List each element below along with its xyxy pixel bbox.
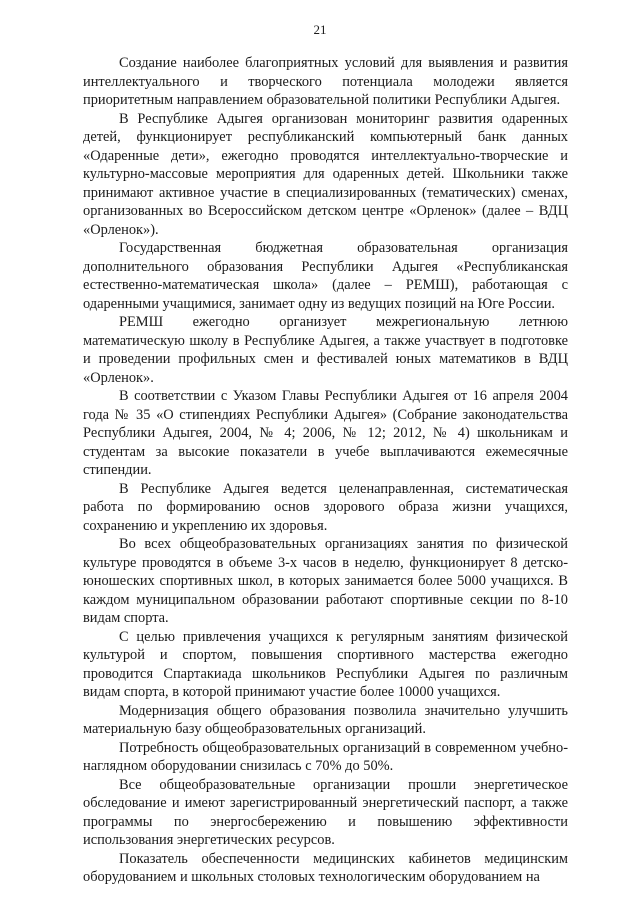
paragraph: РЕМШ ежегодно организует межрегиональную летнюю математическую школу в Республике Адыгея, а также участвует в подготовке и проведении профильных смен и фестивалей юных математиков в ВДЦ «Орленок». [83,314,568,386]
paragraph: Государственная бюджетная образовательная организация дополнительного образования Республики Адыгея «Республиканская естественно-математическая школа» (далее – РЕМШ), работающая с одаренными учащимися, занимает одну из ведущих позиций на Юге России. [83,240,568,312]
paragraph: Потребность общеобразовательных организаций в современном учебно-наглядном оборудовании снизилась с 70% до 50%. [83,739,568,774]
page-number: 21 [313,22,327,37]
paragraph: Показатель обеспеченности медицинских кабинетов медицинским оборудованием и школьных столовых технологическим оборудованием на [83,850,568,885]
paragraph: В соответствии с Указом Главы Республики Адыгея от 16 апреля 2004 года № 35 «О стипендиях Республики Адыгея» (Собрание законодательства Республики Адыгея, 2004, № 4; 2006, № 12; 2012, № 4) школьникам и студентам за высокие показатели в учебе выплачиваются ежемесячные стипендии. [83,388,568,478]
paragraph: В Республике Адыгея ведется целенаправленная, систематическая работа по формированию основ здорового образа жизни учащихся, сохранению и укреплению их здоровья. [83,480,568,534]
paragraph: Все общеобразовательные организации прошли энергетическое обследование и имеют зарегистрированный энергетический паспорт, а также программы по энергосбережению и повышению эффективности использования энергетических ресурсов. [83,776,568,848]
paragraph: Во всех общеобразовательных организациях занятия по физической культуре проводятся в объеме 3-х часов в неделю, функционирует 8 детско-юношеских спортивных школ, в которых занимается более 5000 учащихся. В каждом муниципальном образовании работают спортивные секции по 8-10 видам спорта. [83,536,568,626]
paragraph: С целью привлечения учащихся к регулярным занятиям физической культурой и спортом, повышения спортивного мастерства ежегодно проводится Спартакиада школьников Республики Адыгея по различным видам спорта, в которой принимают участие более 10000 учащихся. [83,628,568,700]
paragraph: Создание наиболее благоприятных условий для выявления и развития интеллектуального и творческого потенциала молодежи является приоритетным направлением образовательной политики Республики Адыгея. [83,55,568,108]
paragraph: Модернизация общего образования позволила значительно улучшить материальную базу общеобразовательных организаций. [83,702,568,737]
document-body [83,54,568,887]
paragraph: В Республике Адыгея организован мониторинг развития одаренных детей, функционирует республиканский компьютерный банк данных «Одаренные дети», ежегодно проводятся интеллектуально-творческие и культурно-массовые мероприятия для одаренных детей. Школьники также принимают активное участие в специализированных (тематических) сменах, организованных во Всероссийском детском центре «Орленок» (далее – ВДЦ «Орленок»). [83,110,568,238]
